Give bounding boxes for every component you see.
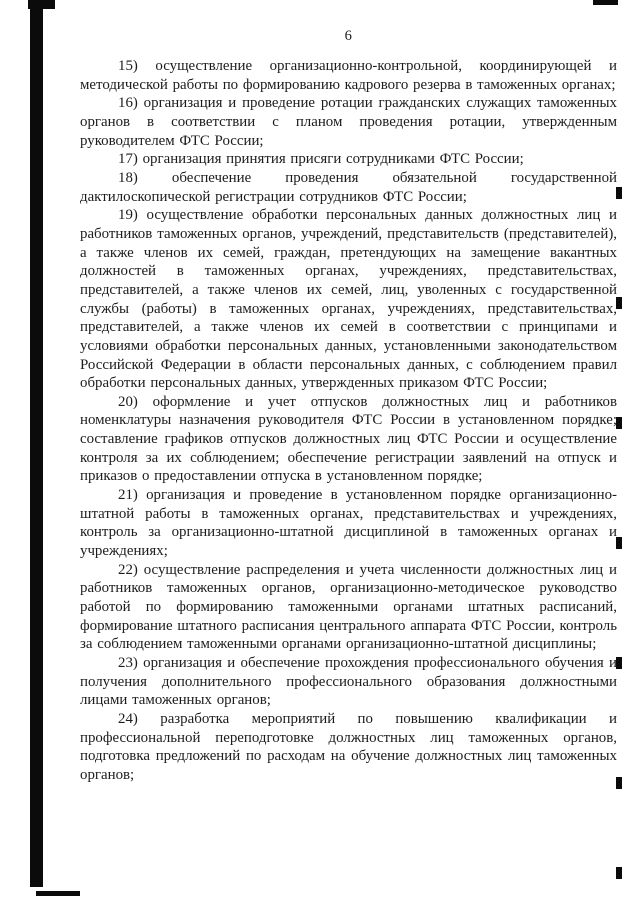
paragraph-number: 20) (118, 393, 138, 410)
paragraph-number: 17) (118, 151, 138, 168)
paragraph-16 (80, 94, 617, 150)
paragraph-text: организация принятия присяги сотрудниками ФТС России; (142, 151, 524, 168)
paragraph-number: 21) (118, 487, 138, 504)
paragraph-text: осуществление обработки персональных данных должностных лиц и работников таможенных органов, учреждений, представительств (представителей), а также членов их семей, граждан, претендующих на замещение вакантных должностей в таможенных органах, учреждениях, представительствах, представителей, а также членов их семей, лиц, уволенных с государственной службы (работы) в таможенных органах, учреждениях, представительствах, представителей, а также членов их семей в соответствии с принципами и условиями обработки персональных данных, установленными законодательством Российской Федерации в области персональных данных, с соблюдением правил обработки персональных данных, утвержденных приказом ФТС России; (80, 207, 617, 392)
paragraph-text: осуществление организационно-контрольной, координирующей и методической работы по формированию кадрового резерва в таможенных органах; (80, 58, 617, 93)
paragraph-text: оформление и учет отпусков должностных лиц и работников номенклатуры назначения руководителя ФТС России в установленном порядке; составление графиков отпусков должностных лиц ФТС России и осуществление контроля за их соблюдением; обеспечение регистрации заявлений на отпуск и приказов о предоставлении отпуска в установленном порядке; (80, 393, 617, 485)
scan-artifact-left-bar (30, 9, 43, 887)
paragraph-number: 15) (118, 58, 138, 74)
paragraph-number: 24) (118, 710, 138, 727)
scan-artifact-top-left (28, 0, 55, 9)
paragraph-21 (80, 486, 617, 561)
paragraph-23 (80, 654, 617, 710)
paragraph-number: 23) (118, 655, 138, 671)
scan-artifact-right-dash (616, 867, 622, 879)
paragraph-number: 16) (118, 95, 138, 112)
paragraph-text: организация и проведение в установленном порядке организационно-штатной работы в таможенных органах, представительствах и учреждениях, контроль за организационно-штатной дисциплиной в таможенных органах и учреждениях; (80, 487, 617, 560)
scan-artifact-top-right (593, 0, 618, 5)
paragraph-24 (80, 710, 617, 785)
paragraph-number: 22) (118, 561, 138, 578)
scan-artifact-bottom-dash (36, 891, 80, 896)
paragraph-number: 19) (118, 207, 138, 224)
page-number: 6 (344, 28, 353, 44)
paragraph-text: организация и обеспечение прохождения профессионального обучения и получения дополнительного профессионального образования должностными лицами таможенных органов; (80, 655, 617, 709)
paragraph-15 (80, 57, 617, 94)
paragraph-18 (80, 169, 617, 206)
paragraph-17 (80, 150, 617, 169)
document-body (80, 57, 617, 785)
paragraph-number: 18) (118, 169, 138, 186)
paragraph-text: осуществление распределения и учета численности должностных лиц и работников таможенных органов, организационно-методическое руководство работой по формированию таможенными органами штатных расписаний, формирование штатного расписания центрального аппарата ФТС России, контроль за соблюдением таможенными органами организационно-штатной дисциплины; (80, 561, 617, 653)
paragraph-text: организация и проведение ротации гражданских служащих таможенных органов в соответствии с планом проведения ротации, утвержденным руководителем ФТС России; (80, 95, 617, 149)
paragraph-19 (80, 206, 617, 393)
paragraph-text: разработка мероприятий по повышению квалификации и профессиональной переподготовке должностных лиц таможенных органов, подготовка предложений по расходам на обучение должностных лиц таможенных органов; (80, 710, 617, 783)
paragraph-22 (80, 561, 617, 654)
paragraph-text: обеспечение проведения обязательной государственной дактилоскопической регистрации сотрудников ФТС России; (80, 169, 617, 205)
paragraph-20 (80, 393, 617, 486)
